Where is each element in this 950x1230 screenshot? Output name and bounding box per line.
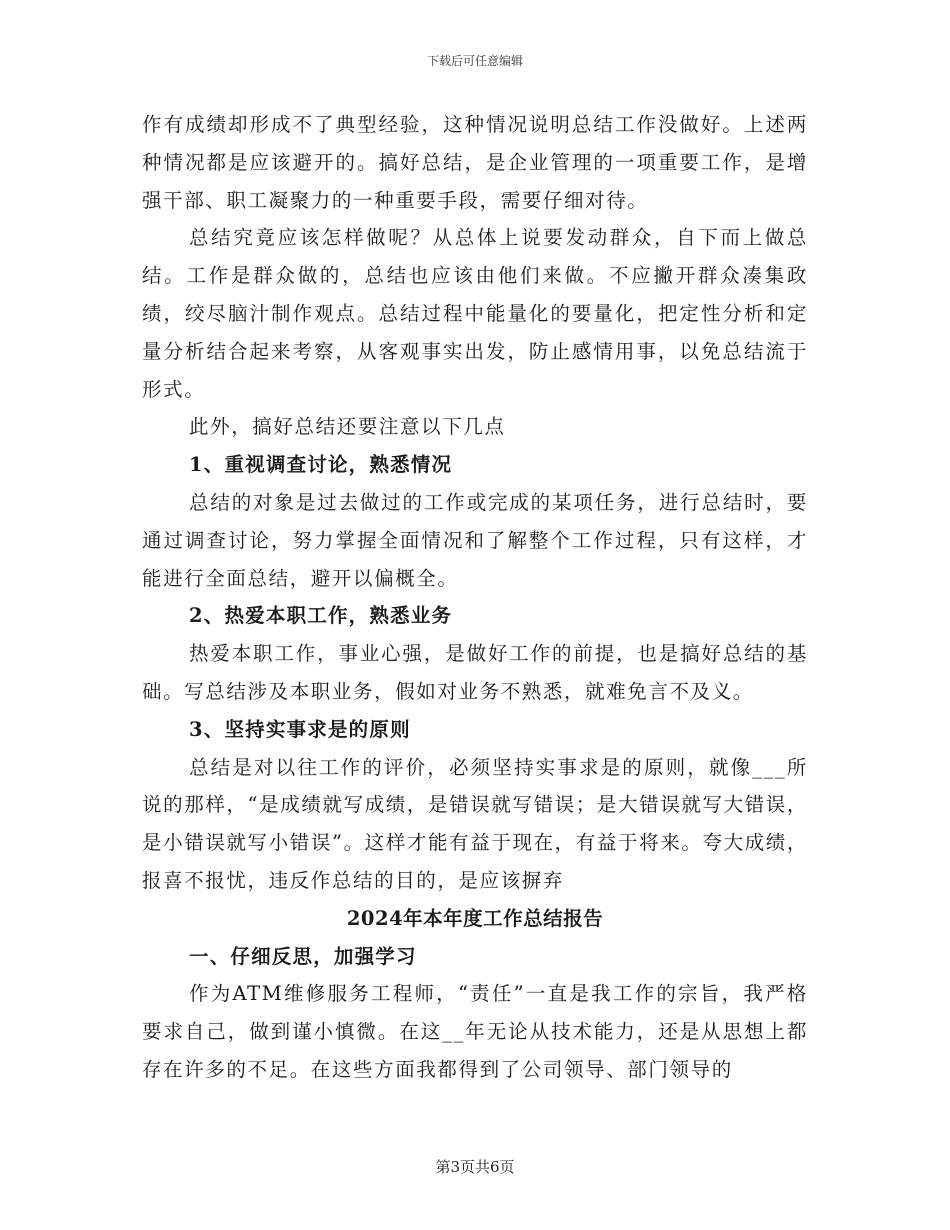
paragraph-6: 总结是对以往工作的评价，必须坚持实事求是的原则，就像___所说的那样，“是成绩就写成绩，是错误就写错误；是大错误就写大错误，是小错误就写小错误”。这样才能有益于现在，有益于将来。夸大成绩，报喜不报忧，违反作总结的目的，是应该摒弃 xyxy=(142,755,808,892)
paragraph-5: 热爱本职工作，事业心强，是做好工作的前提，也是搞好总结的基础。写总结涉及本职业务，假如对业务不熟悉，就难免言不及义。 xyxy=(142,642,808,703)
heading-2: 2、热爱本职工作，熟悉业务 xyxy=(189,604,453,628)
paragraph-3: 此外，搞好总结还要注意以下几点 xyxy=(189,415,506,439)
page-header: 下载后可任意编辑 xyxy=(426,54,523,68)
heading-1: 1、重视调查讨论，熟悉情况 xyxy=(189,453,453,477)
page-number: 第3页共6页 xyxy=(435,1158,515,1176)
heading-3: 3、坚持实事求是的原则 xyxy=(189,717,411,741)
section-title: 2024年本年度工作总结报告 xyxy=(346,906,604,930)
paragraph-1: 作有成绩却形成不了典型经验，这种情况说明总结工作没做好。上述两种情况都是应该避开的。搞好总结，是企业管理的一项重要工作，是增强干部、职工凝聚力的一种重要手段，需要仔细对待。 xyxy=(142,113,808,212)
paragraph-2: 总结究竟应该怎样做呢？从总体上说要发动群众，自下而上做总结。工作是群众做的，总结也应该由他们来做。不应撇开群众凑集政绩，绞尽脑汁制作观点。总结过程中能量化的要量化，把定性分析和定量分析结合起来考察，从客观事实出发，防止感情用事，以免总结流于形式。 xyxy=(142,226,808,401)
document-body xyxy=(142,106,808,1089)
paragraph-4: 总结的对象是过去做过的工作或完成的某项任务，进行总结时，要通过调查讨论，努力掌握全面情况和了解整个工作过程，只有这样，才能进行全面总结，避开以偏概全。 xyxy=(142,490,808,590)
paragraph-7: 作为ATM维修服务工程师，“责任”一直是我工作的宗旨，我严格要求自己，做到谨小慎微。在这__年无论从技术能力，还是从思想上都存在许多的不足。在这些方面我都得到了公司领导、部门领导的 xyxy=(142,982,808,1081)
heading-4: 一、仔细反思，加强学习 xyxy=(189,944,417,968)
